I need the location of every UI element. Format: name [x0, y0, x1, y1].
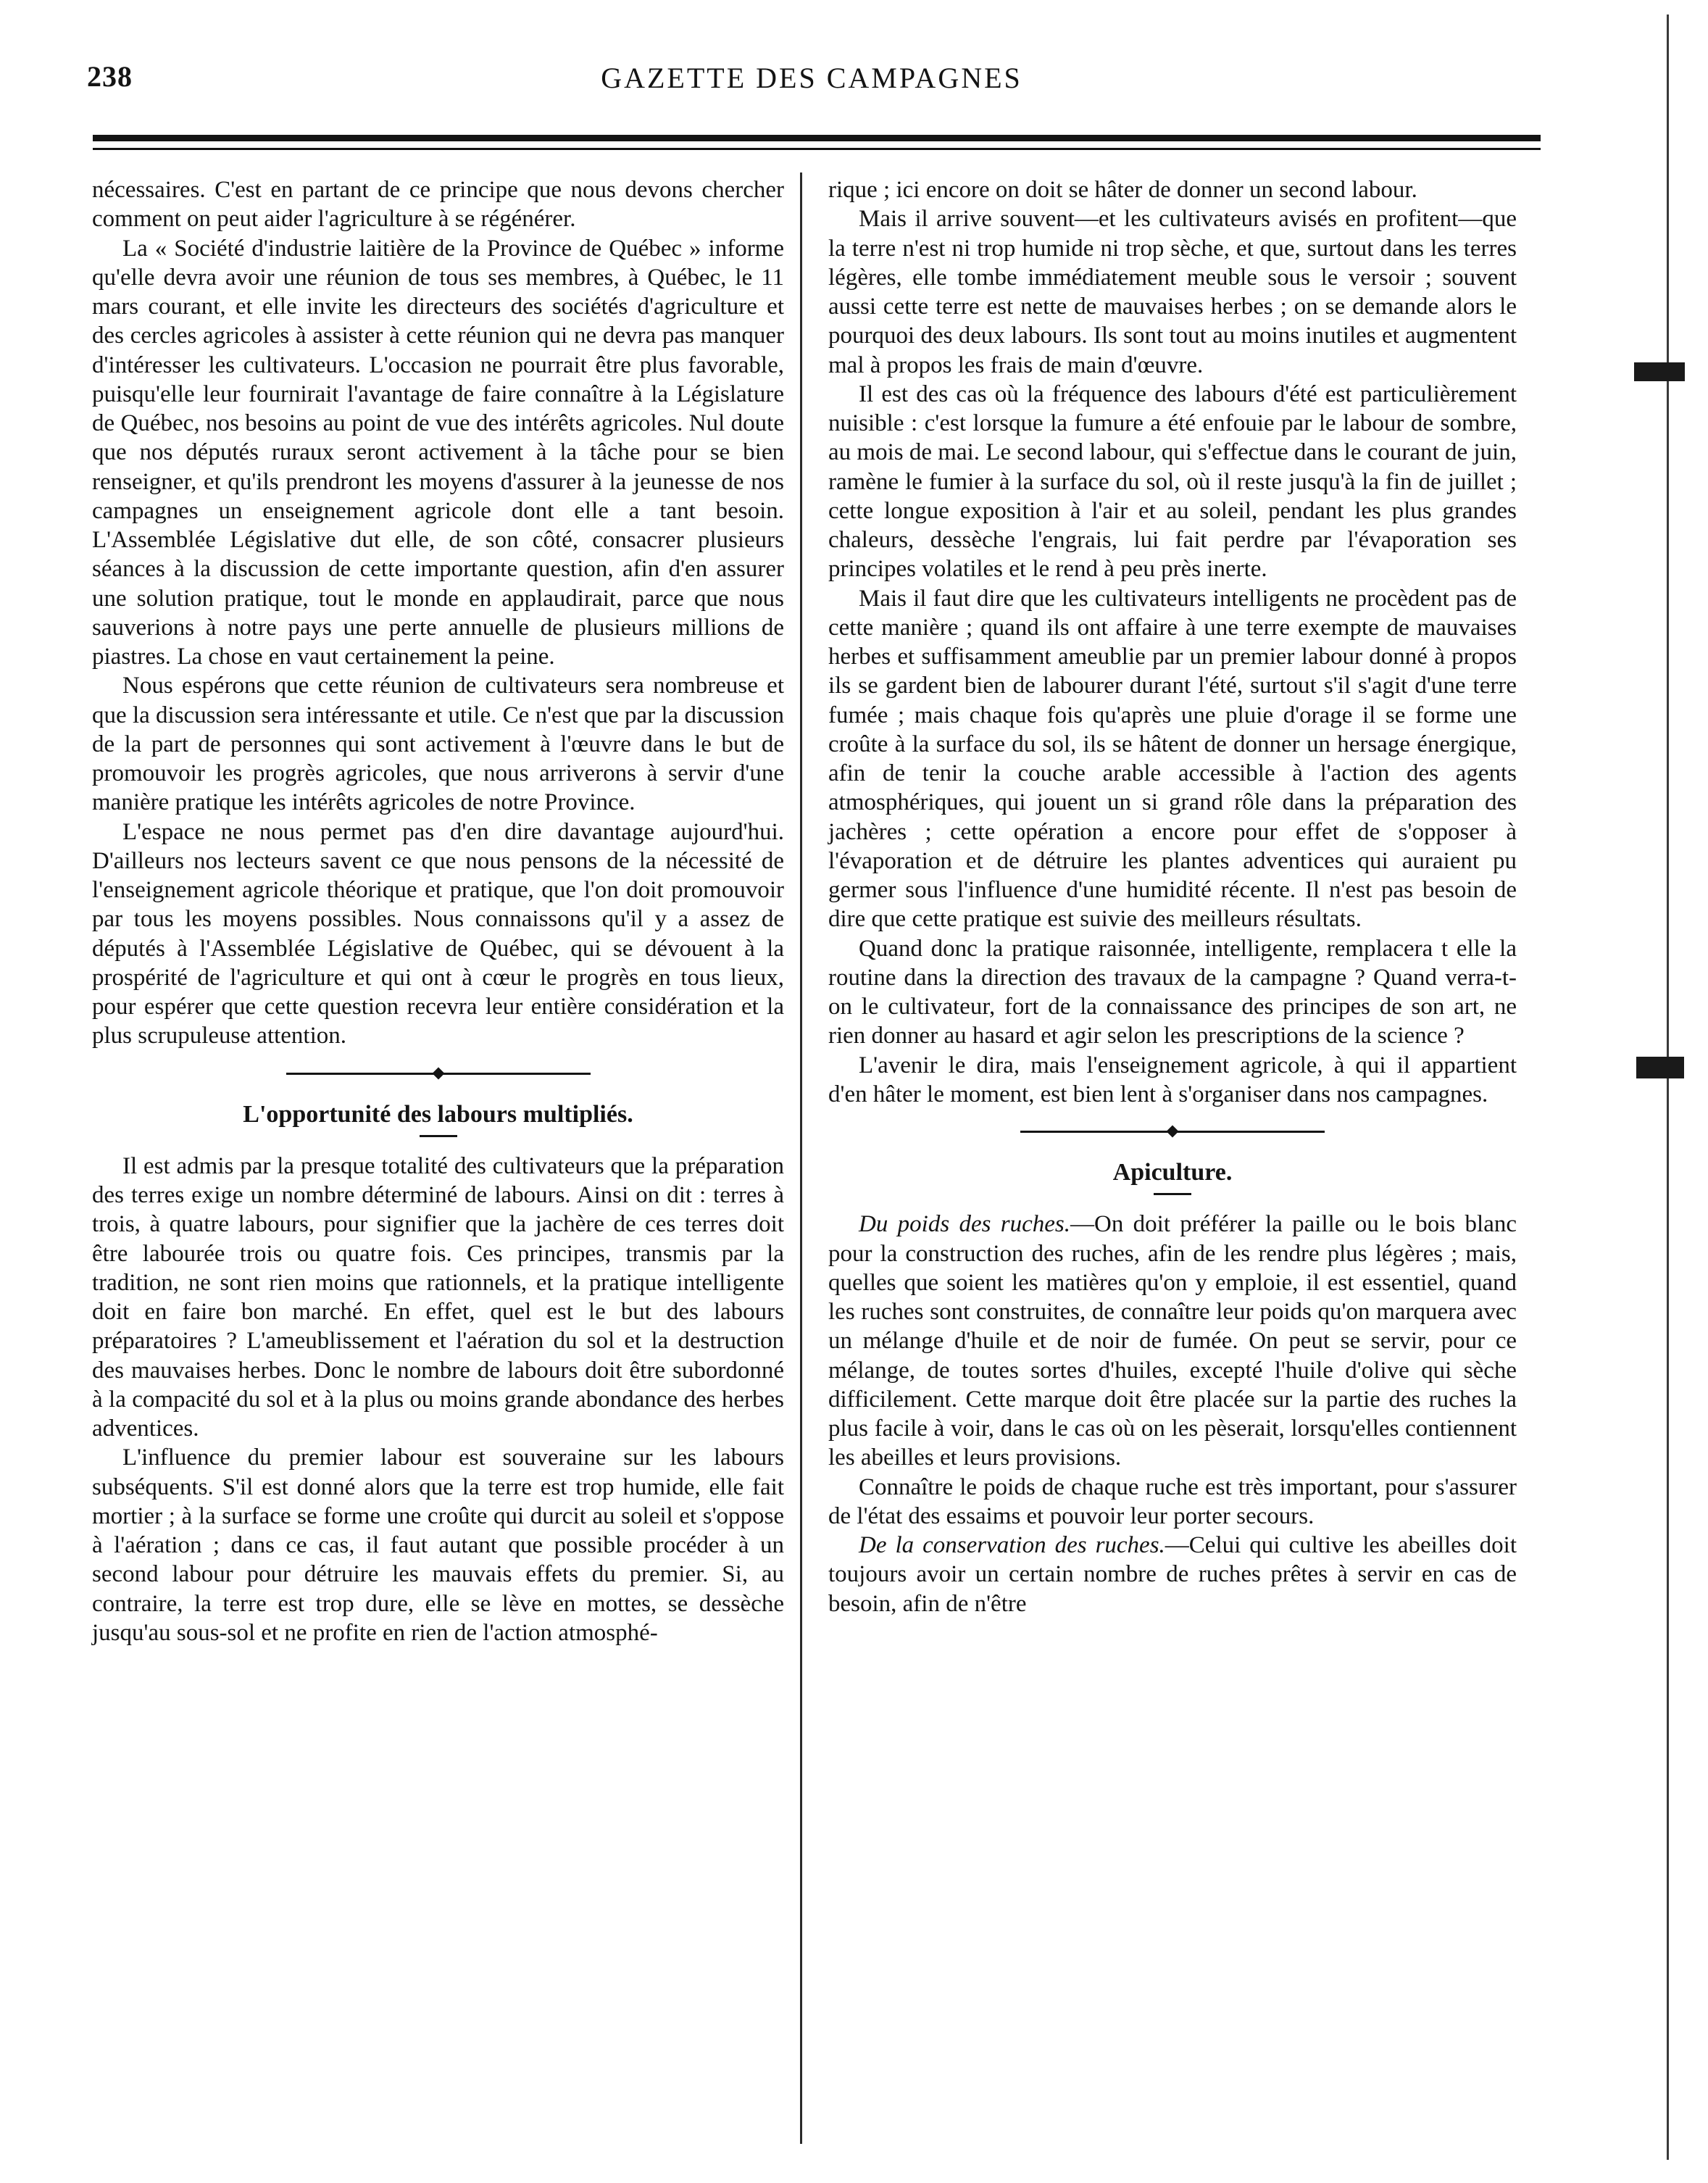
paragraph: nécessaires. C'est en partant de ce principe que nous devons chercher comment on peut aider l'agriculture à se régénérer.	[92, 177, 784, 233]
paragraph: La « Société d'industrie laitière de la Province de Québec » informe qu'elle devra avoir une réunion de tous ses membres, à Québec, le 11 mars courant, et elle invite les directeurs des sociétés d'agriculture et des cercles agricoles à assister à cette réunion qui ne devra pas manquer d'intéresser les cultivateurs. L'occasion ne pourrait être plus favorable, puisqu'elle leur fournirait l'avantage de faire connaître à la Législature de Québec, nos besoins au point de vue des intérêts agricoles. Nul doute que nos députés ruraux seront activement à la tâche pour se bien renseigner, et qu'ils prendront les moyens d'assurer à la jeunesse de nos campagnes un enseignement agricole dont elle a tant besoin. L'Assemblée Législative dut elle, de son côté, consacrer plusieurs séances à la discussion de cette importante question, afin d'en assurer une solution pratique, tout le monde en applaudirait, parce que nous sauverions à notre pays une perte annuelle de plusieurs millions de piastres. La chose en vaut certainement la peine.	[92, 235, 784, 670]
paragraph: Mais il faut dire que les cultivateurs intelligents ne procèdent pas de cette manière ; quand ils ont affaire à une terre exempte de mauvaises herbes et suffisamment ameublie par un premier labour donné à propos ils se gardent bien de labourer durant l'été, surtout s'il s'agit d'une terre fumée ; mais chaque fois qu'après une pluie d'orage il se forme une croûte à la surface du sol, ils se hâtent de donner un hersage énergique, afin de tenir la couche arable accessible à l'action des agents atmosphériques, qui jouent un si grand rôle dans la préparation des jachères ; cette opération a encore pour effet de s'opposer à l'évaporation et de détruire les plantes adventices qui auraient pu germer sous l'influence d'une humidité récente. Il n'est pas besoin de dire que cette pratique est suivie des meilleurs résultats.	[828, 585, 1517, 933]
run-in-heading: Du poids des ruches.	[859, 1211, 1071, 1238]
paragraph: Il est des cas où la fréquence des labours d'été est particulièrement nuisible : c'est lorsque la fumure a été enfouie par le labour de sombre, au mois de mai. Le second labour, qui s'effectue dans le courant de juin, ramène le fumier à la surface du sol, où il reste jusqu'à la fin de juillet ; cette longue exposition à l'air et au soleil, pendant les plus grandes chaleurs, dessèche l'engrais, lui fait perdre par l'évaporation ses principes volatiles et le rend à peu près inerte.	[828, 381, 1517, 583]
section-divider	[286, 1073, 591, 1075]
header-rule-heavy	[93, 135, 1541, 141]
run-in-heading: De la conservation des ruches.	[859, 1532, 1165, 1559]
header-rule-thin	[93, 148, 1541, 150]
section-title: Apiculture.	[1112, 1159, 1233, 1186]
page-number: 238	[87, 60, 133, 93]
binding-edge-line	[1667, 14, 1669, 2160]
section-divider	[1020, 1131, 1325, 1133]
left-column	[92, 175, 784, 1647]
paragraph: L'influence du premier labour est souveraine sur les labours subséquents. S'il est donné alors que la terre est trop humide, elle fait mortier ; à la surface se forme une croûte qui durcit au soleil et s'oppose à l'aération ; dans ce cas, il faut autant que possible procéder à un second labour pour détruire les mauvais effets du premier. Si, au contraire, la terre est trop dure, elle se lève en mottes, se dessèche jusqu'au sous-sol et ne profite en rien de l'action atmosphé-	[92, 1444, 784, 1646]
paragraph: L'espace ne nous permet pas d'en dire davantage aujourd'hui. D'ailleurs nos lecteurs savent ce que nous pensons de la nécessité de l'enseignement agricole théorique et pratique, que l'on doit promouvoir par tous les moyens possibles. Nous connaissons qu'il y a assez de députés à l'Assemblée Législative de Québec, qui se dévouent à la prospérité de l'agriculture et qui ont à cœur le progrès en tous lieux, pour espérer que cette question recevra leur entière considération et la plus scrupuleuse attention.	[92, 818, 784, 1049]
paragraph: Quand donc la pratique raisonnée, intelligente, remplacera t elle la routine dans la direction des travaux de la campagne ? Quand verra-t-on le cultivateur, fort de la connaissance des principes de son art, ne rien donner au hasard et agir selon les prescriptions de la science ?	[828, 935, 1517, 1049]
paragraph	[828, 1473, 1517, 1531]
right-column	[828, 175, 1517, 1618]
paragraph-text: —Celui qui cultive les abeilles doit toujours avoir un certain nombre de ruches prêtes à servir en cas de besoin, afin de n'être	[828, 1532, 1517, 1617]
paragraph: L'avenir le dira, mais l'enseignement agricole, à qui il appartient d'en hâter le moment, est bien lent à s'organiser dans nos campagnes.	[828, 1052, 1517, 1107]
paragraph-text: —On doit préférer la paille ou le bois blanc pour la construction des ruches, afin de les rendre plus légères ; mais, quelles que soient les matières qu'on y emploie, il est essentiel, quand les ruches sont construites, de connaître leur poids qu'on marquera avec un mélange d'huile et de noir de fumée. On peut se servir, pour ce mélange, de toutes sortes d'huiles, excepté l'huile d'olive qui sèche difficilement. Cette marque doit être placée sur la partie des ruches la plus facile à voir, dans le cas où on les pèserait, lorsqu'elles contiennent les abeilles et leurs provisions.	[828, 1211, 1517, 1471]
title-underline	[420, 1135, 457, 1137]
publication-title: GAZETTE DES CAMPAGNES	[601, 62, 1022, 94]
running-head	[87, 59, 1536, 103]
paragraph	[828, 1531, 1517, 1618]
section-title: L'opportunité des labours multipliés.	[243, 1100, 633, 1128]
title-underline	[1154, 1193, 1191, 1195]
paragraph: Mais il arrive souvent—et les cultivateurs avisés en profitent—que la terre n'est ni trop humide ni trop sèche, et que, surtout dans les terres légères, elle tombe immédiatement meuble sous le versoir ; souvent aussi cette terre est nette de mauvaises herbes ; on se demande alors le pourquoi des deux labours. Ils sont tout au moins inutiles et augmentent mal à propos les frais de main d'œuvre.	[828, 206, 1517, 378]
paragraph: Il est admis par la presque totalité des cultivateurs que la préparation des terres exige un nombre déterminé de labours. Ainsi on dit : terres à trois, à quatre labours, pour signifier que la jachère de ces terres doit être labourée trois ou quatre fois. Ces principes, transmis par la tradition, ne sont rien moins que rationnels, et la pratique intelligente doit en faire bon marché. En effet, quel est le but des labours préparatoires ? L'ameublissement et l'aération du sol et la destruction des mauvaises herbes. Donc le nombre de labours doit être subordonné à la compacité du sol et à la plus ou moins grande abondance des herbes adventices.	[92, 1152, 784, 1442]
column-divider	[800, 172, 802, 2144]
binding-hole-mark	[1636, 1057, 1684, 1078]
paragraph	[828, 1210, 1517, 1472]
binding-hole-mark	[1634, 362, 1685, 381]
paragraph: rique ; ici encore on doit se hâter de donner un second labour.	[828, 177, 1417, 203]
paragraph: Nous espérons que cette réunion de cultivateurs sera nombreuse et que la discussion sera intéressante et utile. Ce n'est que par la discussion de la part de personnes qui sont activement à l'œuvre dans le but de promouvoir les progrès agricoles, que nous arriverons à servir d'une manière pratique les intérêts agricoles de notre Province.	[92, 673, 784, 816]
paragraph-text: Connaître le poids de chaque ruche est très important, pour s'assurer de l'état des essaims et pouvoir leur porter secours.	[828, 1473, 1517, 1529]
